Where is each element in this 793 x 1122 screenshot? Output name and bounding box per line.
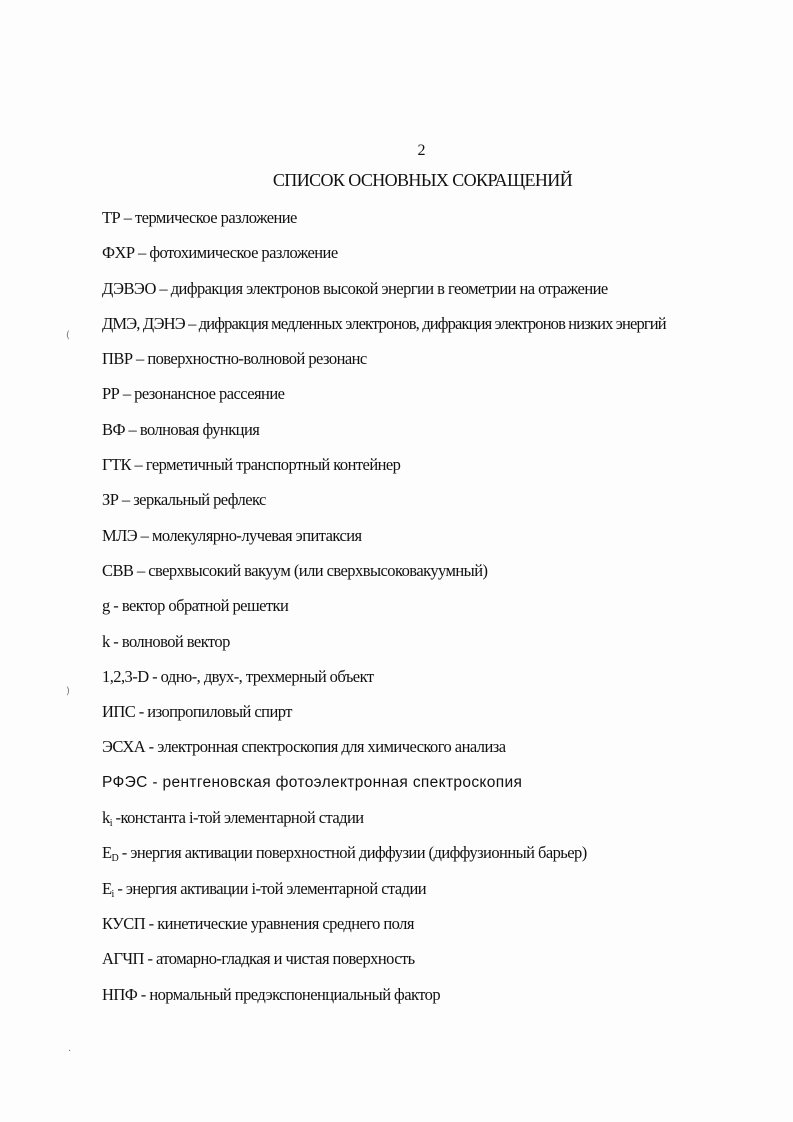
separator: – [130, 455, 146, 475]
definition: поверхностно-волновой резонанс [147, 349, 367, 369]
separator: - [109, 631, 122, 651]
separator: – [124, 419, 140, 439]
definition: волновой вектор [121, 631, 230, 651]
list-item [102, 806, 772, 841]
abbreviation: g [102, 596, 110, 616]
abbreviation: ГТК [102, 455, 131, 475]
abbreviation: ИПС [102, 702, 136, 722]
abbreviation: ФХР [102, 243, 135, 263]
definition: дифракция электронов высокой энергии в геометрии на отражение [170, 278, 608, 298]
abbreviation-list [102, 206, 772, 1018]
definition: электронная спектроскопия для химического анализа [157, 737, 506, 757]
scan-speck: ) [66, 686, 70, 697]
list-item [102, 524, 772, 559]
separator: – [134, 243, 150, 263]
abbreviation: НПФ [102, 984, 138, 1004]
scan-speck: ( [66, 330, 70, 341]
separator: - [135, 702, 148, 722]
scan-speck: · [68, 1046, 72, 1057]
definition: молекулярно-лучевая эпитаксия [151, 525, 362, 545]
list-item [102, 594, 772, 629]
definition: резонансное рассеяние [134, 384, 285, 404]
definition: энергия активации i-той элементарной стадии [125, 878, 427, 898]
abbreviation: МЛЭ [102, 525, 138, 545]
separator: – [184, 313, 199, 333]
list-item [102, 347, 772, 382]
abbreviation-subscript: i [109, 818, 112, 830]
list-item [102, 700, 772, 735]
list-item [102, 877, 772, 912]
definition: одно-, двух-, трехмерный объект [160, 666, 374, 686]
list-item [102, 912, 772, 947]
page-title: СПИСОК ОСНОВНЫХ СОКРАЩЕНИЙ [272, 170, 573, 190]
separator: - [137, 984, 150, 1004]
definition: энергия активации поверхностной диффузии (диффузионный барьер) [130, 843, 587, 863]
list-item [102, 312, 772, 347]
list-item [102, 771, 772, 806]
abbreviation: ТР [102, 208, 121, 227]
abbreviation: РР [102, 384, 120, 404]
abbreviation: k [102, 631, 110, 651]
abbreviation: СВВ [102, 560, 134, 580]
abbreviation: k [102, 808, 110, 828]
abbreviation: E [102, 878, 112, 898]
abbreviation: АГЧП [102, 949, 144, 969]
separator: – [120, 208, 136, 227]
separator: – [155, 278, 171, 298]
definition: зеркальный рефлекс [133, 490, 266, 510]
list-item [102, 665, 772, 700]
list-item [102, 277, 772, 312]
separator: - [145, 913, 158, 933]
definition: нормальный предэкспоненциальный фактор [149, 984, 441, 1004]
list-item [102, 382, 772, 417]
abbreviation: ПВР [102, 349, 133, 369]
abbreviation: E [102, 843, 112, 863]
definition: герметичный транспортный контейнер [145, 455, 401, 475]
list-item [102, 630, 772, 665]
abbreviation: 1,2,3-D [102, 666, 149, 686]
list-item [102, 453, 772, 488]
abbreviation-subscript: i [111, 888, 114, 900]
abbreviation: ДЭВЭО [102, 278, 156, 298]
separator: – [119, 384, 135, 404]
separator: - [118, 843, 131, 863]
list-item [102, 947, 772, 982]
list-item [102, 488, 772, 523]
list-item [102, 559, 772, 594]
separator: - [143, 949, 157, 969]
page-number: 2 [417, 142, 426, 159]
abbreviation: ДМЭ, ДЭНЭ [102, 313, 185, 333]
abbreviation: ВФ [102, 419, 125, 439]
abbreviation: РФЭС [102, 773, 148, 791]
definition: изопропиловый спирт [147, 702, 292, 722]
definition: рентгеновская фотоэлектронная спектроскопия [162, 773, 523, 791]
definition: кинетические уравнения среднего поля [157, 913, 414, 933]
separator: – [133, 560, 149, 580]
separator: - [147, 773, 163, 791]
separator: - [113, 878, 126, 898]
list-item [102, 983, 772, 1018]
separator: – [132, 349, 148, 369]
list-item [102, 241, 772, 276]
definition: фотохимическое разложение [149, 243, 338, 263]
list-item [102, 841, 772, 876]
list-item [102, 418, 772, 453]
abbreviation: КУСП [102, 913, 146, 933]
list-item [102, 735, 772, 770]
separator: - [148, 666, 161, 686]
definition: дифракция медленных электронов, дифракция электронов низких энергий [198, 313, 666, 333]
separator: – [118, 490, 134, 510]
definition: константа i-той элементарной стадии [120, 808, 364, 828]
separator: – [137, 525, 152, 545]
abbreviation: ЭСХА [102, 737, 146, 757]
list-item [102, 206, 772, 241]
separator: - [145, 737, 158, 757]
definition: сверхвысокий вакуум (или сверхвысоковакуумный) [148, 560, 488, 580]
abbreviation-subscript: D [111, 853, 119, 865]
definition: термическое разложение [135, 208, 297, 227]
definition: вектор обратной решетки [121, 596, 289, 616]
abbreviation: ЗР [102, 490, 119, 510]
definition: волновая функция [139, 419, 260, 439]
definition: атомарно-гладкая и чистая поверхность [156, 949, 415, 969]
separator: - [111, 808, 121, 828]
separator: - [109, 596, 122, 616]
